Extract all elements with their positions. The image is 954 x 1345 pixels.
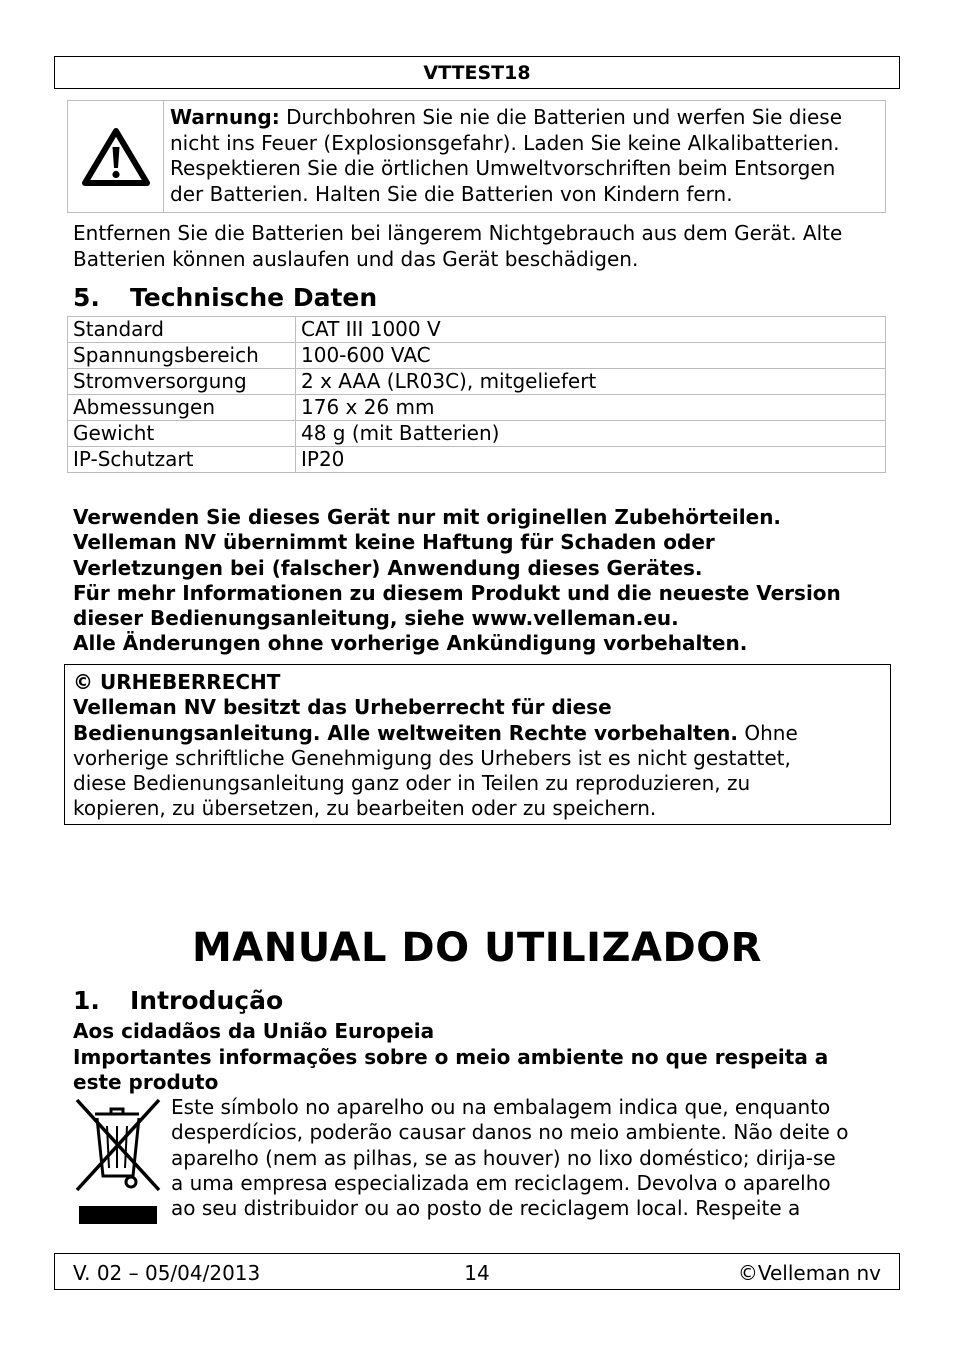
copyright-line: vorherige schriftliche Genehmigung des Urhebers ist es nicht gestattet, xyxy=(73,745,791,770)
page-footer xyxy=(54,1253,900,1290)
spec-value: CAT III 1000 V xyxy=(296,317,886,343)
paragraph-line: aparelho (nem as pilhas, se as houver) no lixo doméstico; dirija-se xyxy=(171,1145,836,1170)
paragraph-line: Entfernen Sie die Batterien bei längerem Nichtgebrauch aus dem Gerät. Alte xyxy=(73,221,843,245)
spec-key: Abmessungen xyxy=(68,395,296,421)
warning-icon-cell xyxy=(68,101,164,212)
spec-key: IP-Schutzart xyxy=(68,447,296,473)
copyright-line: Ohne xyxy=(738,720,798,745)
paragraph-line: a uma empresa especializada em reciclagem. Devolva o aparelho xyxy=(171,1170,831,1195)
section-heading-technische-daten xyxy=(73,283,377,312)
warning-triangle-icon xyxy=(81,127,151,187)
table-row xyxy=(68,343,886,369)
warning-label: Warnung: xyxy=(170,105,280,129)
copyright-box xyxy=(64,664,891,825)
crossed-out-wheelie-bin-icon xyxy=(73,1096,165,1228)
disclaimer-line: Verwenden Sie dieses Gerät nur mit originellen Zubehörteilen. xyxy=(73,505,782,529)
disclaimer xyxy=(73,505,841,657)
warning-box xyxy=(67,100,886,213)
warning-line: nicht ins Feuer (Explosionsgefahr). Laden Sie keine Alkalibatterien. xyxy=(170,130,840,155)
table-row xyxy=(68,421,886,447)
spec-key: Stromversorgung xyxy=(68,369,296,395)
paragraph-line: ao seu distribuidor ou ao posto de reciclagem local. Respeite a xyxy=(171,1196,801,1221)
paragraph-line: Batterien können auslaufen und das Gerät beschädigen. xyxy=(73,246,639,271)
disclaimer-line: Verletzungen bei (falscher) Anwendung dieses Gerätes. xyxy=(73,555,703,580)
warning-text xyxy=(164,101,848,212)
copyright-line: diese Bedienungsanleitung ganz oder in Teilen zu reproduzieren, zu xyxy=(73,771,751,796)
manual-title: MANUAL DO UTILIZADOR xyxy=(192,925,762,971)
spec-value: 176 x 26 mm xyxy=(296,395,886,421)
section-title: Introdução xyxy=(130,986,284,1015)
table-row xyxy=(68,369,886,395)
spec-key: Standard xyxy=(68,317,296,343)
intro-subheadings xyxy=(73,1019,828,1096)
disclaimer-line: dieser Bedienungsanleitung, siehe www.velleman.eu. xyxy=(73,606,679,631)
section-number: 5. xyxy=(73,283,100,312)
disclaimer-line: Für mehr Informationen zu diesem Produkt und die neueste Version xyxy=(73,580,841,605)
battery-note xyxy=(73,221,842,272)
copyright-line: Bedienungsanleitung. Alle weltweiten Rechte vorbehalten. xyxy=(73,720,739,745)
copyright-line: kopieren, zu übersetzen, zu bearbeiten oder zu speichern. xyxy=(73,796,657,821)
section-number: 1. xyxy=(73,986,100,1015)
spec-value: 2 x AAA (LR03C), mitgeliefert xyxy=(296,369,886,395)
copyright-heading: © URHEBERRECHT xyxy=(73,670,281,694)
spec-value: IP20 xyxy=(296,447,886,473)
spec-key: Gewicht xyxy=(68,421,296,447)
spec-table xyxy=(67,316,886,473)
spec-value: 100-600 VAC xyxy=(296,343,886,369)
subheading: este produto xyxy=(73,1070,219,1094)
disclaimer-line: Velleman NV übernimmt keine Haftung für Schaden oder xyxy=(73,530,715,555)
paragraph-line: desperdícios, poderão causar danos no meio ambiente. Não deite o xyxy=(171,1120,849,1145)
spec-key: Spannungsbereich xyxy=(68,343,296,369)
table-row xyxy=(68,395,886,421)
paragraph-line: Este símbolo no aparelho ou na embalagem indica que, enquanto xyxy=(171,1095,831,1119)
spec-value: 48 g (mit Batterien) xyxy=(296,421,886,447)
table-row xyxy=(68,317,886,343)
subheading: Aos cidadãos da União Europeia xyxy=(73,1019,435,1043)
footer-copyright: ©Velleman nv xyxy=(737,1261,881,1285)
header-title: VTTEST18 xyxy=(423,62,531,84)
footer-page-number: 14 xyxy=(464,1261,490,1285)
subheading: Importantes informações sobre o meio ambiente no que respeita a xyxy=(73,1044,829,1069)
disclaimer-line: Alle Änderungen ohne vorherige Ankündigung vorbehalten. xyxy=(73,631,748,656)
section-heading-introducao xyxy=(73,986,283,1015)
footer-version: V. 02 – 05/04/2013 xyxy=(73,1261,261,1285)
warning-line: Respektieren Sie die örtlichen Umweltvorschriften beim Entsorgen xyxy=(170,156,836,180)
table-row xyxy=(68,447,886,473)
page-header xyxy=(54,56,900,89)
warning-line: Durchbohren Sie nie die Batterien und werfen Sie diese xyxy=(279,105,843,129)
weee-symbol xyxy=(73,1096,165,1233)
copyright-line: Velleman NV besitzt das Urheberrecht für diese xyxy=(73,695,612,720)
weee-text xyxy=(171,1095,848,1221)
section-title: Technische Daten xyxy=(130,283,378,312)
warning-line: der Batterien. Halten Sie die Batterien von Kindern fern. xyxy=(170,181,733,206)
